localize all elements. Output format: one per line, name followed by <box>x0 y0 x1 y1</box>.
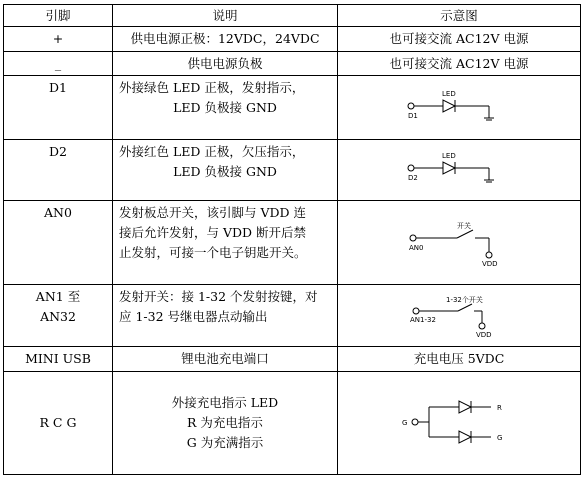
top-label: R <box>497 404 502 412</box>
led-icon <box>459 401 471 413</box>
description-cell: 供电电源正极：12VDC，24VDC <box>113 27 338 52</box>
description-cell <box>113 372 338 475</box>
vdd-label: VDD <box>476 330 492 339</box>
description-cell: 锂电池充电端口 <box>113 347 338 372</box>
header-description: 说明 <box>113 5 338 27</box>
switch-diagram <box>399 218 519 268</box>
table-header-row <box>4 5 581 27</box>
pin-cell: MINI USB <box>4 347 113 372</box>
description-line: 发射开关：接 1-32 个发射按键，对 <box>119 289 318 304</box>
table-row <box>4 76 581 140</box>
node-label: AN1-32 <box>410 315 436 324</box>
header-pin: 引脚 <box>4 5 113 27</box>
switch-icon <box>458 304 472 311</box>
description-line: G 为充满指示 <box>186 435 264 450</box>
table-row <box>4 140 581 201</box>
description-cell <box>113 140 338 201</box>
description-line: LED 负极接 GND <box>173 100 277 115</box>
pin-cell: + <box>4 27 113 52</box>
description-cell: 供电电源负极 <box>113 52 338 76</box>
diagram-cell <box>338 76 581 140</box>
led-icon <box>443 100 455 112</box>
led-diagram <box>399 86 519 130</box>
led-icon <box>443 162 455 174</box>
description-cell <box>113 201 338 285</box>
switch-diagram <box>404 293 514 339</box>
description-line: R 为充电指示 <box>187 415 263 430</box>
node-label: AN0 <box>409 243 424 252</box>
pin-line: AN1 至 <box>35 289 81 304</box>
description-line: 外接充电指示 LED <box>171 395 279 410</box>
table-row <box>4 347 581 372</box>
led-label: LED <box>442 152 456 160</box>
pin-table <box>3 4 581 475</box>
pin-cell: _ <box>4 52 113 76</box>
table-row <box>4 201 581 285</box>
table-row <box>4 27 581 52</box>
node-label: D2 <box>408 174 418 182</box>
table-row <box>4 372 581 475</box>
pin-cell <box>4 285 113 347</box>
diagram-cell <box>338 201 581 285</box>
diagram-text-cell: 也可接交流 AC12V 电源 <box>338 27 581 52</box>
node-label: G <box>402 419 408 427</box>
diagram-text-cell: 也可接交流 AC12V 电源 <box>338 52 581 76</box>
description-line: 外接绿色 LED 正极，发射指示， <box>119 80 305 95</box>
switch-label: 1-32个开关 <box>446 295 483 304</box>
diagram-cell <box>338 285 581 347</box>
led-icon <box>459 431 471 443</box>
pin-cell: D2 <box>4 140 113 201</box>
diagram-cell <box>338 372 581 475</box>
description-line: LED 负极接 GND <box>173 164 277 179</box>
table-row <box>4 285 581 347</box>
description-line: 发射板总开关，该引脚与 VDD 连 <box>119 205 307 220</box>
description-cell <box>113 285 338 347</box>
vdd-label: VDD <box>482 259 498 268</box>
led-label: LED <box>442 89 456 98</box>
pin-cell: AN0 <box>4 201 113 285</box>
description-line: 止发射，可接一个电子钥匙开关。 <box>119 245 307 260</box>
pin-cell: R C G <box>4 372 113 475</box>
bottom-label: G <box>497 434 503 442</box>
description-line: 应 1-32 号继电器点动输出 <box>119 309 268 324</box>
rcg-led-diagram <box>399 397 519 449</box>
pin-line: AN32 <box>40 309 76 324</box>
switch-label: 开关 <box>457 221 471 230</box>
table-row <box>4 52 581 76</box>
node-label: D1 <box>408 111 418 120</box>
led-diagram <box>399 148 519 192</box>
description-cell <box>113 76 338 140</box>
diagram-text-cell: 充电电压 5VDC <box>338 347 581 372</box>
header-diagram: 示意图 <box>338 5 581 27</box>
diagram-cell <box>338 140 581 201</box>
description-line: 外接红色 LED 正极，欠压指示， <box>119 144 305 159</box>
pin-cell: D1 <box>4 76 113 140</box>
description-line: 接后允许发射，与 VDD 断开后禁 <box>119 225 307 240</box>
switch-icon <box>457 230 473 238</box>
